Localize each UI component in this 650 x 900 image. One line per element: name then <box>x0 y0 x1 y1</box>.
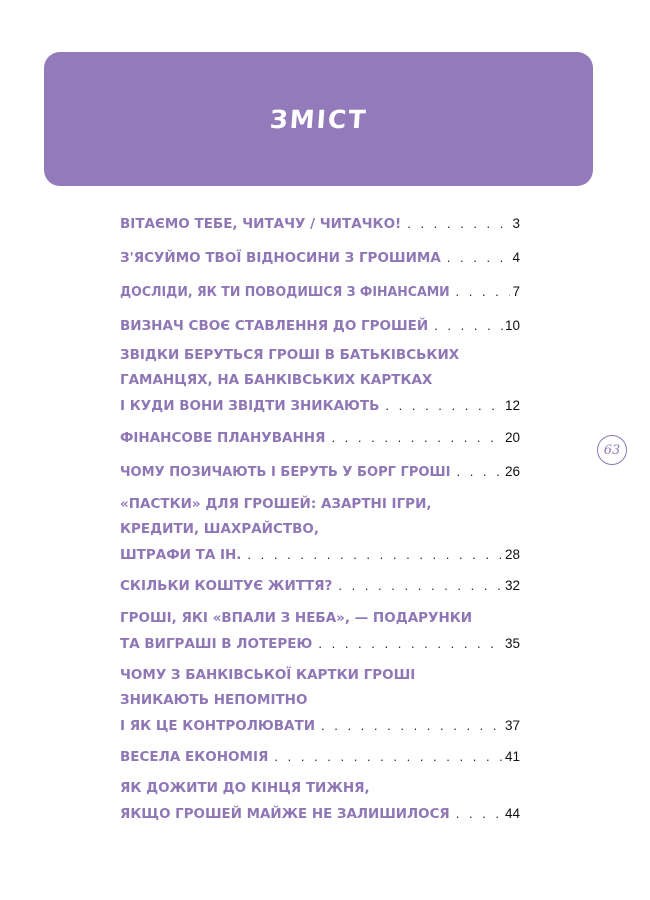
toc-entry-last-line <box>120 744 520 769</box>
dot-leader <box>456 801 503 826</box>
toc-page-number: 35 <box>504 636 520 651</box>
toc-entry[interactable] <box>120 343 520 418</box>
toc-entry[interactable] <box>120 245 520 270</box>
dot-leader <box>247 542 503 567</box>
toc-page-number: 7 <box>512 284 520 299</box>
toc-entry[interactable] <box>120 211 520 236</box>
toc-page-number: 10 <box>504 318 520 333</box>
toc-entry-line: ГРОШІ, ЯКІ «ВПАЛИ З НЕБА», — ПОДАРУНКИ <box>120 610 473 626</box>
toc-entry-title: ШТРАФИ ТА ІН. <box>120 547 242 563</box>
toc-entry[interactable] <box>120 492 520 567</box>
toc-entry-last-line <box>120 279 520 304</box>
toc-entry-title: ЯКЩО ГРОШЕЙ МАЙЖЕ НЕ ЗАЛИШИЛОСЯ <box>120 806 450 822</box>
toc-entry-title: ТА ВИГРАШІ В ЛОТЕРЕЮ <box>120 636 313 652</box>
toc-entry-last-line <box>120 313 520 338</box>
toc-entry-last-line <box>120 459 520 484</box>
dot-leader <box>447 245 511 270</box>
toc-entry[interactable] <box>120 573 520 598</box>
toc-page-number: 4 <box>512 250 520 265</box>
toc-entry-last-line <box>120 713 520 738</box>
toc-entry-title: СКІЛЬКИ КОШТУЄ ЖИТТЯ? <box>120 578 333 594</box>
toc-page-number: 3 <box>512 216 520 231</box>
toc-entry-line: ЯК ДОЖИТИ ДО КІНЦЯ ТИЖНЯ, <box>120 780 370 796</box>
toc-entry-last-line <box>120 425 520 450</box>
toc-page-number: 41 <box>504 749 520 764</box>
dot-leader <box>385 393 503 418</box>
toc-entry[interactable] <box>120 279 520 304</box>
toc-page-number: 28 <box>504 547 520 562</box>
dot-leader <box>338 573 503 598</box>
toc-entry[interactable] <box>120 744 520 769</box>
dot-leader <box>456 459 502 484</box>
toc-page-number: 32 <box>504 578 520 593</box>
toc-entry-line: ЗНИКАЮТЬ НЕПОМІТНО <box>120 692 308 708</box>
toc-entry-title: ДОСЛІДИ, ЯК ТИ ПОВОДИШСЯ З ФІНАНСАМИ <box>120 284 450 300</box>
dot-leader <box>434 313 503 338</box>
toc-entry-last-line <box>120 573 520 598</box>
toc-entry-title: ЧОМУ ПОЗИЧАЮТЬ І БЕРУТЬ У БОРГ ГРОШІ <box>120 464 451 480</box>
toc-entry-last-line <box>120 211 520 236</box>
toc-page-number: 37 <box>504 718 520 733</box>
toc-page-number: 12 <box>504 398 520 413</box>
toc-entry-title: І ЯК ЦЕ КОНТРОЛЮВАТИ <box>120 718 315 734</box>
dot-leader <box>321 713 503 738</box>
toc-entry-last-line <box>120 631 520 656</box>
toc-entry-last-line <box>120 542 520 567</box>
toc-page-number: 44 <box>504 806 520 821</box>
toc-entry[interactable] <box>120 776 520 826</box>
dot-leader <box>331 425 503 450</box>
toc-page-number: 26 <box>504 464 520 479</box>
toc-entry-last-line <box>120 393 520 418</box>
dot-leader <box>456 279 511 304</box>
toc-entry-last-line <box>120 801 520 826</box>
toc-entry[interactable] <box>120 606 520 656</box>
toc-page-number: 20 <box>504 430 520 445</box>
toc-entry-title: І КУДИ ВОНИ ЗВІДТИ ЗНИКАЮТЬ <box>120 398 380 414</box>
toc-entry-title: ВІТАЄМО ТЕБЕ, ЧИТАЧУ / ЧИТАЧКО! <box>120 216 402 232</box>
toc-entry[interactable] <box>120 459 520 484</box>
header-banner <box>44 52 593 186</box>
page-title: ЗМІСТ <box>268 104 369 134</box>
toc-entry-title: З'ЯСУЙМО ТВОЇ ВІДНОСИНИ З ГРОШИМА <box>120 250 441 266</box>
toc-entry-last-line <box>120 245 520 270</box>
toc-entry-title: ФІНАНСОВЕ ПЛАНУВАННЯ <box>120 430 326 446</box>
toc-entry-title: ВИЗНАЧ СВОЄ СТАВЛЕННЯ ДО ГРОШЕЙ <box>120 318 429 334</box>
dot-leader <box>274 744 503 769</box>
page-number-badge: 63 <box>597 435 627 465</box>
toc-entry[interactable] <box>120 425 520 450</box>
toc-entry-line: «ПАСТКИ» ДЛЯ ГРОШЕЙ: АЗАРТНІ ІГРИ, <box>120 496 432 512</box>
toc-entry-line: ЧОМУ З БАНКІВСЬКОЇ КАРТКИ ГРОШІ <box>120 667 416 683</box>
dot-leader <box>407 211 510 236</box>
dot-leader <box>318 631 503 656</box>
toc-entry-line: ГАМАНЦЯХ, НА БАНКІВСЬКИХ КАРТКАХ <box>120 372 433 388</box>
toc-entry-line: ЗВІДКИ БЕРУТЬСЯ ГРОШІ В БАТЬКІВСЬКИХ <box>120 347 460 363</box>
toc-entry[interactable] <box>120 313 520 338</box>
toc-entry-title: ВЕСЕЛА ЕКОНОМІЯ <box>120 749 269 765</box>
toc-entry-line: КРЕДИТИ, ШАХРАЙСТВО, <box>120 521 319 537</box>
toc-entry[interactable] <box>120 663 520 738</box>
